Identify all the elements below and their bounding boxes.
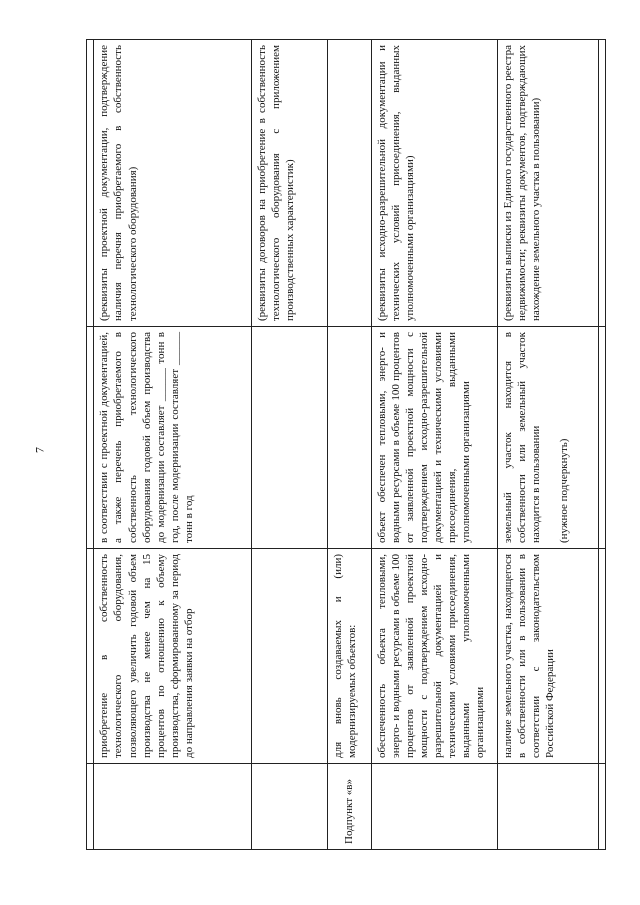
row-label [94, 764, 252, 850]
requirement-cell: объект обеспечен тепловыми, энерго- и водными ресурсами в объеме 100 процентов от заявленной проектной мощности с подтверждением исходно-разрешительной документацией и техническими условиями присоединения, выданными уполномоченными организациями [371, 327, 497, 549]
documents-cell: (реквизиты исходно-разрешительной документации и технических условий присоединения, выданных уполномоченными организациями) [371, 40, 497, 327]
criterion-cell: для вновь создаваемых и (или) модернизируемых объектов: [327, 549, 371, 764]
table-top-gap [87, 40, 94, 850]
table-row [327, 40, 371, 850]
requirement-cell: в соответствии с проектной документацией, а также перечень приобретаемого в собственность технологического оборудования годовой объем производства до модернизации составляет ______ тонн в год, после модернизации составляет ______ тонн в год [94, 327, 252, 549]
table-row [497, 40, 598, 850]
documents-cell: (реквизиты выписки из Единого государственного реестра недвижимости; реквизиты документов, подтверждающих нахождение земельного участка в пользовании) [497, 40, 598, 327]
requirement-cell [251, 327, 327, 549]
criterion-cell: обеспеченность объекта тепловыми, энерго- и водными ресурсами в объеме 100 процентов от заявленной проектной мощности с подтверждением исходно-разрешительной документацией и техническими условиями присоединения, выданными уполномоченными организациями [371, 549, 497, 764]
table-row [371, 40, 497, 850]
row-label [251, 764, 327, 850]
requirements-table [86, 39, 606, 850]
documents-cell: (реквизиты проектной документации, подтверждение наличия перечня приобретаемого в собственность технологического оборудования) [94, 40, 252, 327]
table-bottom-gap [598, 40, 605, 850]
table-row [251, 40, 327, 850]
document-sheet [86, 40, 606, 850]
row-label [371, 764, 497, 850]
page-number: 7 [32, 447, 47, 453]
requirement-cell [327, 327, 371, 549]
row-label [497, 764, 598, 850]
requirement-cell: земельный участок находится в собственности или земельный участок находится в пользовании (нужное подчеркнуть) [497, 327, 598, 549]
row-label: Подпункт «в» [327, 764, 371, 850]
criterion-cell: приобретение в собственность технологического оборудования, позволяющего увеличить годовой объем производства не менее чем на 15 процентов по отношению к объему производства, сформированному за период до направления заявки на отбор [94, 549, 252, 764]
documents-cell [327, 40, 371, 327]
criterion-cell [251, 549, 327, 764]
documents-cell: (реквизиты договоров на приобретение в собственность технологического оборудования с приложением производственных характеристик) [251, 40, 327, 327]
criterion-cell: наличие земельного участка, находящегося в собственности или в пользовании в соответствии с законодательством Российской Федерации [497, 549, 598, 764]
table-row [94, 40, 252, 850]
